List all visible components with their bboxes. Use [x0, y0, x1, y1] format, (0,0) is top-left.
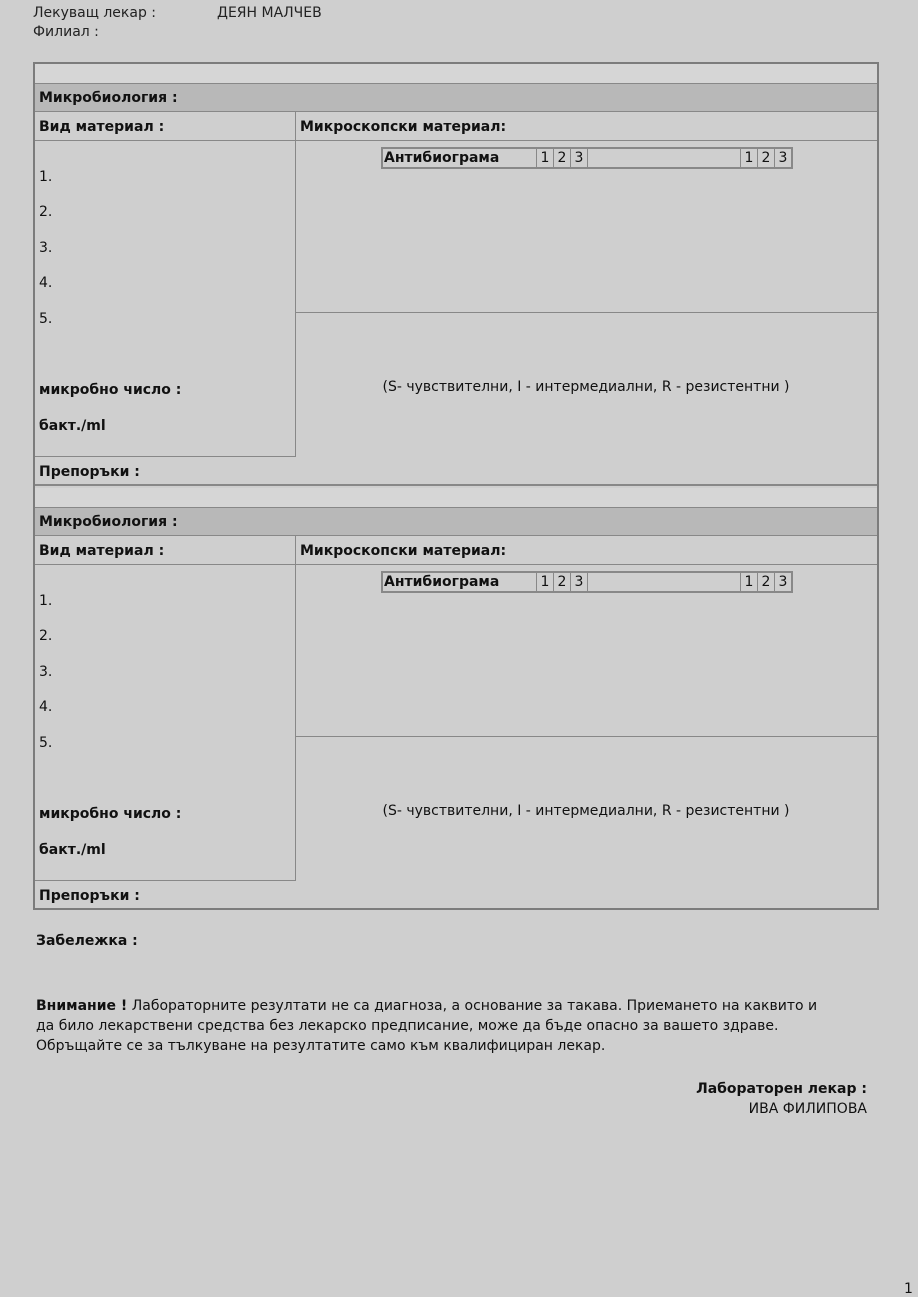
antibiogram-col: 2 — [554, 149, 571, 167]
material-item: 3. — [39, 664, 53, 680]
microbe-count-label: микробно число : — [39, 382, 182, 398]
antibiogram-col: 2 — [758, 149, 775, 167]
antibiogram-col: 3 — [778, 574, 788, 590]
section-title: Микробиология : — [35, 508, 877, 536]
material-item: 3. — [39, 240, 53, 256]
antibiogram-col: 1 — [537, 149, 554, 167]
attending-doctor-name: ДЕЯН МАЛЧЕВ — [217, 5, 322, 21]
lab-doctor-label: Лабораторен лекар : — [696, 1081, 867, 1097]
microscopy-cell — [295, 141, 877, 313]
lab-doctor-name: ИВА ФИЛИПОВА — [748, 1101, 867, 1117]
material-item: 1. — [39, 593, 53, 609]
recommendations-row — [35, 881, 877, 910]
material-item: 5. — [39, 311, 53, 327]
antibiogram-col: 3 — [778, 150, 788, 166]
antibiogram-label: Антибиограма — [383, 149, 537, 167]
warning-paragraph — [36, 996, 836, 1056]
unit-label: бакт./ml — [39, 842, 106, 858]
attending-doctor-row — [33, 5, 322, 21]
section-spacer — [35, 64, 877, 84]
antibiogram-col: 1 — [741, 149, 758, 167]
material-item: 2. — [39, 628, 53, 644]
microbe-count-label: микробно число : — [39, 806, 182, 822]
material-item: 5. — [39, 735, 53, 751]
divider — [295, 112, 296, 141]
section-subheader — [35, 112, 877, 141]
antibiogram-col: 3 — [571, 149, 588, 167]
material-type-label: Вид материал : — [39, 119, 165, 135]
antibiogram-header — [381, 147, 793, 169]
material-item: 1. — [39, 169, 53, 185]
branch-label: Филиал : — [33, 24, 99, 40]
material-type-label: Вид материал : — [39, 543, 165, 559]
antibiogram-col: 2 — [554, 573, 571, 591]
microscopy-label: Микроскопски материал: — [300, 543, 507, 559]
antibiogram-spacer — [588, 149, 741, 167]
warning-title: Внимание ! — [36, 998, 128, 1014]
branch-row — [33, 24, 99, 40]
antibiogram-col: 2 — [758, 573, 775, 591]
warning-text: Лабораторните резултати не са диагноза, а основание за такава. Приемането на каквито и да било лекарствени средства без лекарско предписание, може да бъде опасно за вашето здраве. Обръщайте се за тълкуване на резултатите само към квалифициран лекар. — [36, 998, 818, 1054]
recommendations-label: Препоръки : — [39, 888, 140, 904]
page-number: 1 — [904, 1281, 913, 1297]
divider — [295, 536, 296, 565]
material-item: 4. — [39, 699, 53, 715]
material-item: 2. — [39, 204, 53, 220]
sensitivity-legend: (S- чувствителни, I - интермедиални, R - резистентни ) — [382, 803, 790, 819]
section-subheader — [35, 536, 877, 565]
antibiogram-header — [381, 571, 793, 593]
antibiogram-col: 1 — [741, 573, 758, 591]
recommendations-label: Препоръки : — [39, 464, 140, 480]
recommendations-row — [35, 457, 877, 486]
note-label: Забележка : — [36, 933, 138, 949]
microscopy-cell — [295, 565, 877, 737]
antibiogram-col: 3 — [571, 573, 588, 591]
material-list-cell — [35, 141, 296, 457]
attending-doctor-label: Лекуващ лекар : — [33, 5, 156, 21]
section-title: Микробиология : — [35, 84, 877, 112]
material-item: 4. — [39, 275, 53, 291]
material-list-cell — [35, 565, 296, 881]
unit-label: бакт./ml — [39, 418, 106, 434]
sensitivity-legend: (S- чувствителни, I - интермедиални, R - резистентни ) — [382, 379, 790, 395]
results-table — [33, 62, 879, 910]
antibiogram-col: 1 — [537, 573, 554, 591]
section-spacer — [35, 488, 877, 508]
microscopy-label: Микроскопски материал: — [300, 119, 507, 135]
antibiogram-spacer — [588, 573, 741, 591]
antibiogram-label: Антибиограма — [383, 573, 537, 591]
